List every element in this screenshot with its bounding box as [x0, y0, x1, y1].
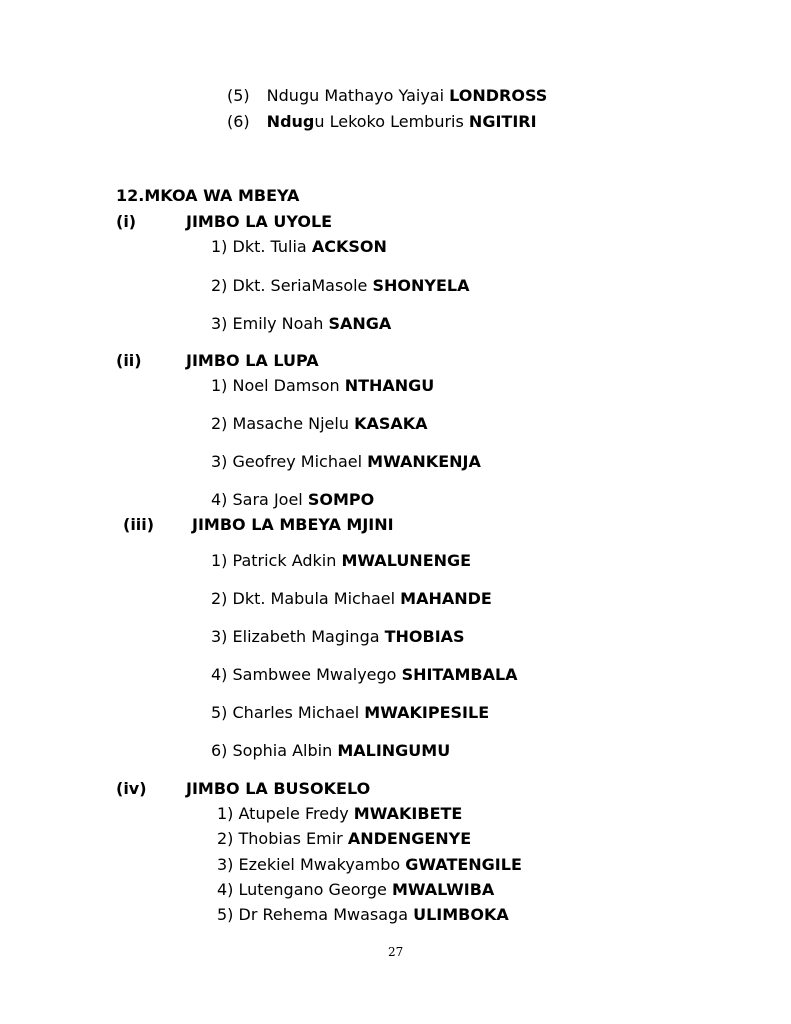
item-name: 4) Lutengano George [217, 880, 392, 899]
constituency-heading: JIMBO LA BUSOKELO [186, 779, 371, 798]
item-name: 4) Sara Joel [211, 490, 308, 509]
item-surname: ULIMBOKA [413, 905, 509, 924]
item-surname: MWAKIBETE [353, 804, 463, 823]
item-name: 3) Geofrey Michael [211, 452, 368, 471]
list-item [217, 905, 509, 924]
page-number: 27 [388, 945, 404, 959]
item-surname: SHITAMBALA [401, 665, 518, 684]
item-name: 5) Charles Michael [211, 703, 365, 722]
item-surname: SHONYELA [372, 276, 470, 295]
constituency-number: (iv) [116, 779, 147, 798]
item-name: 5) Dr Rehema Mwasaga [217, 905, 414, 924]
list-item [211, 314, 391, 333]
list-item [211, 237, 387, 256]
list-item [227, 112, 537, 131]
item-name: 2) Dkt. SeriaMasole [211, 276, 373, 295]
constituency-number: (i) [116, 212, 137, 231]
item-name: 2) Masache Njelu [211, 414, 355, 433]
item-surname: NGITIRI [468, 112, 537, 131]
item-surname: MALINGUMU [337, 741, 451, 760]
item-surname: LONDROSS [449, 86, 548, 105]
item-surname: MWAKIPESILE [364, 703, 490, 722]
list-item [211, 703, 489, 722]
list-item [211, 551, 471, 570]
item-surname: KASAKA [354, 414, 428, 433]
list-item [211, 452, 481, 471]
item-name: 1) Dkt. Tulia [211, 237, 312, 256]
constituency-number: (iii) [123, 515, 155, 534]
item-surname: MWANKENJA [367, 452, 481, 471]
list-item [217, 855, 522, 874]
item-name: 2) Thobias Emir [217, 829, 348, 848]
list-item [217, 880, 494, 899]
item-number: (6) [227, 112, 250, 131]
item-name: 1) Atupele Fredy [217, 804, 354, 823]
item-name-bold-part: Ndug [266, 112, 315, 131]
item-surname: ANDENGENYE [347, 829, 472, 848]
item-surname: THOBIAS [384, 627, 465, 646]
item-surname: GWATENGILE [405, 855, 522, 874]
constituency-heading: JIMBO LA LUPA [186, 351, 319, 370]
item-name: 3) Elizabeth Maginga [211, 627, 385, 646]
region-heading: 12.MKOA WA MBEYA [116, 186, 300, 205]
list-item [211, 589, 492, 608]
item-name: 4) Sambwee Mwalyego [211, 665, 402, 684]
item-surname: SOMPO [307, 490, 375, 509]
list-item [217, 804, 462, 823]
item-name: 3) Emily Noah [211, 314, 329, 333]
list-item [211, 376, 434, 395]
list-item [217, 829, 471, 848]
item-name: 2) Dkt. Mabula Michael [211, 589, 401, 608]
list-item [227, 86, 547, 105]
constituency-heading: JIMBO LA UYOLE [186, 212, 333, 231]
item-name: 3) Ezekiel Mwakyambo [217, 855, 406, 874]
item-name: 6) Sophia Albin [211, 741, 338, 760]
item-surname: NTHANGU [344, 376, 435, 395]
item-surname: MWALWIBA [391, 880, 495, 899]
list-item [211, 665, 518, 684]
list-item [211, 627, 465, 646]
item-number: (5) [227, 86, 250, 105]
constituency-number: (ii) [116, 351, 142, 370]
list-item [211, 414, 428, 433]
item-surname: ACKSON [311, 237, 387, 256]
list-item [211, 276, 469, 295]
list-item [211, 741, 450, 760]
constituency-heading: JIMBO LA MBEYA MJINI [192, 515, 394, 534]
item-surname: MAHANDE [400, 589, 492, 608]
item-name: 1) Noel Damson [211, 376, 345, 395]
item-surname: SANGA [328, 314, 392, 333]
item-name: 1) Patrick Adkin [211, 551, 342, 570]
item-name: Ndugu Mathayo Yaiyai [266, 86, 450, 105]
item-name: u Lekoko Lemburis [314, 112, 469, 131]
list-item [211, 490, 374, 509]
item-surname: MWALUNENGE [341, 551, 472, 570]
